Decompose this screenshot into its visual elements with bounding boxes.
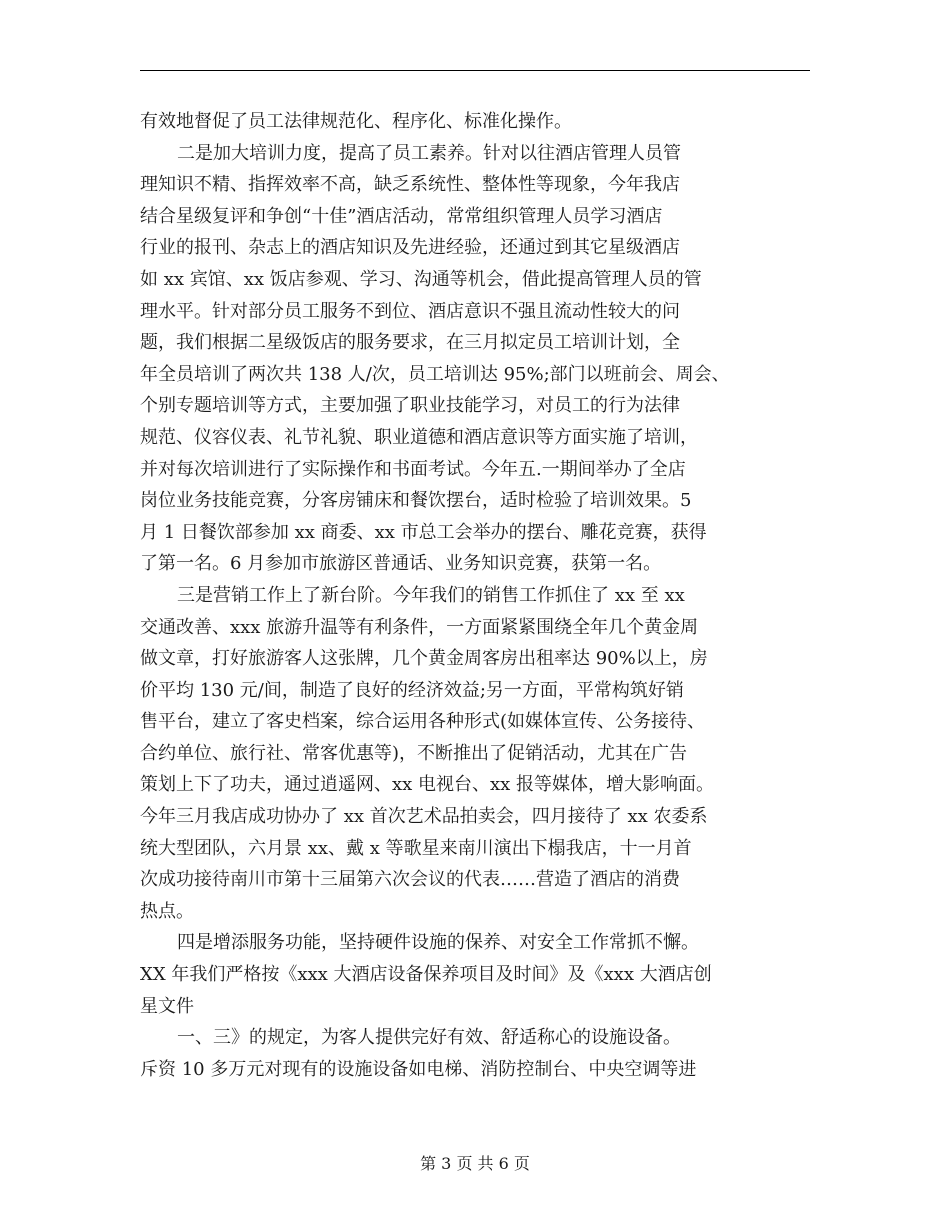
text-line: 理知识不精、指挥效率不高，缺乏系统性、整体性等现象，今年我店 — [140, 174, 680, 196]
text-line: 岗位业务技能竞赛，分客房铺床和餐饮摆台，适时检验了培训效果。5 — [140, 490, 692, 512]
text-line: 二是加大培训力度，提高了员工素养。针对以往酒店管理人员管 — [177, 142, 681, 164]
text-line: 合约单位、旅行社、常客优惠等)，不断推出了促销活动，尤其在广告 — [140, 742, 688, 764]
text-line: 统大型团队，六月景 xx、戴 x 等歌星来南川演出下榻我店，十一月首 — [140, 837, 692, 859]
page-footer: 第 3 页 共 6 页 — [420, 1154, 530, 1173]
text-line: 月 1 日餐饮部参加 xx 商委、xx 市总工会举办的摆台、雕花竞赛，获得 — [140, 521, 707, 543]
text-line: 结合星级复评和争创“十佳”酒店活动，常常组织管理人员学习酒店 — [140, 205, 663, 227]
text-line: 售平台，建立了客史档案，综合运用各种形式(如媒体宣传、公务接待、 — [140, 711, 706, 733]
header-rule — [140, 70, 810, 71]
text-line: 三是营销工作上了新台阶。今年我们的销售工作抓住了 xx 至 xx — [177, 584, 685, 606]
text-line: 题，我们根据二星级饭店的服务要求，在三月拟定员工培训计划，全 — [140, 332, 680, 354]
text-line: 星文件 — [140, 995, 194, 1017]
text-line: 规范、仪容仪表、礼节礼貌、职业道德和酒店意识等方面实施了培训， — [140, 426, 698, 448]
text-line: 交通改善、xxx 旅游升温等有利条件，一方面紧紧围绕全年几个黄金周 — [140, 616, 699, 638]
text-line: 理水平。针对部分员工服务不到位、酒店意识不强且流动性较大的问 — [140, 300, 680, 322]
text-line: 价平均 130 元/间，制造了良好的经济效益;另一方面，平常构筑好销 — [140, 679, 684, 701]
text-line: 斥资 10 多万元对现有的设施设备如电梯、消防控制台、中央空调等进 — [140, 1058, 697, 1080]
text-line: 行业的报刊、杂志上的酒店知识及先进经验，还通过到其它星级酒店 — [140, 237, 680, 259]
text-line: 年全员培训了两次共 138 人/次，员工培训达 95%;部门以班前会、周会、 — [140, 363, 730, 385]
text-line: XX 年我们严格按《xxx 大酒店设备保养项目及时间》及《xxx 大酒店创 — [140, 964, 712, 986]
text-line: 一、三》的规定，为客人提供完好有效、舒适称心的设施设备。 — [177, 1027, 681, 1049]
text-line: 有效地督促了员工法律规范化、程序化、标准化操作。 — [140, 111, 572, 132]
text-line: 策划上下了功夫，通过逍遥网、xx 电视台、xx 报等媒体，增大影响面。 — [140, 774, 715, 796]
text-line: 做文章，打好旅游客人这张牌，几个黄金周客房出租率达 90%以上，房 — [140, 648, 708, 670]
text-line: 四是增添服务功能，坚持硬件设施的保养、对安全工作常抓不懈。 — [177, 932, 699, 954]
text-line: 如 xx 宾馆、xx 饭店参观、学习、沟通等机会，借此提高管理人员的管 — [140, 268, 702, 290]
document-body — [140, 106, 816, 1085]
text-line: 个别专题培训等方式，主要加强了职业技能学习，对员工的行为法律 — [140, 395, 680, 417]
text-line: 并对每次培训进行了实际操作和书面考试。今年五.一期间举办了全店 — [140, 458, 686, 480]
text-line: 了第一名。6 月参加市旅游区普通话、业务知识竞赛，获第一名。 — [140, 553, 662, 575]
text-line: 今年三月我店成功协办了 xx 首次艺术品拍卖会，四月接待了 xx 农委系 — [140, 806, 708, 828]
text-line: 热点。 — [140, 900, 194, 922]
text-line: 次成功接待南川市第十三届第六次会议的代表……营造了酒店的消费 — [140, 869, 680, 891]
